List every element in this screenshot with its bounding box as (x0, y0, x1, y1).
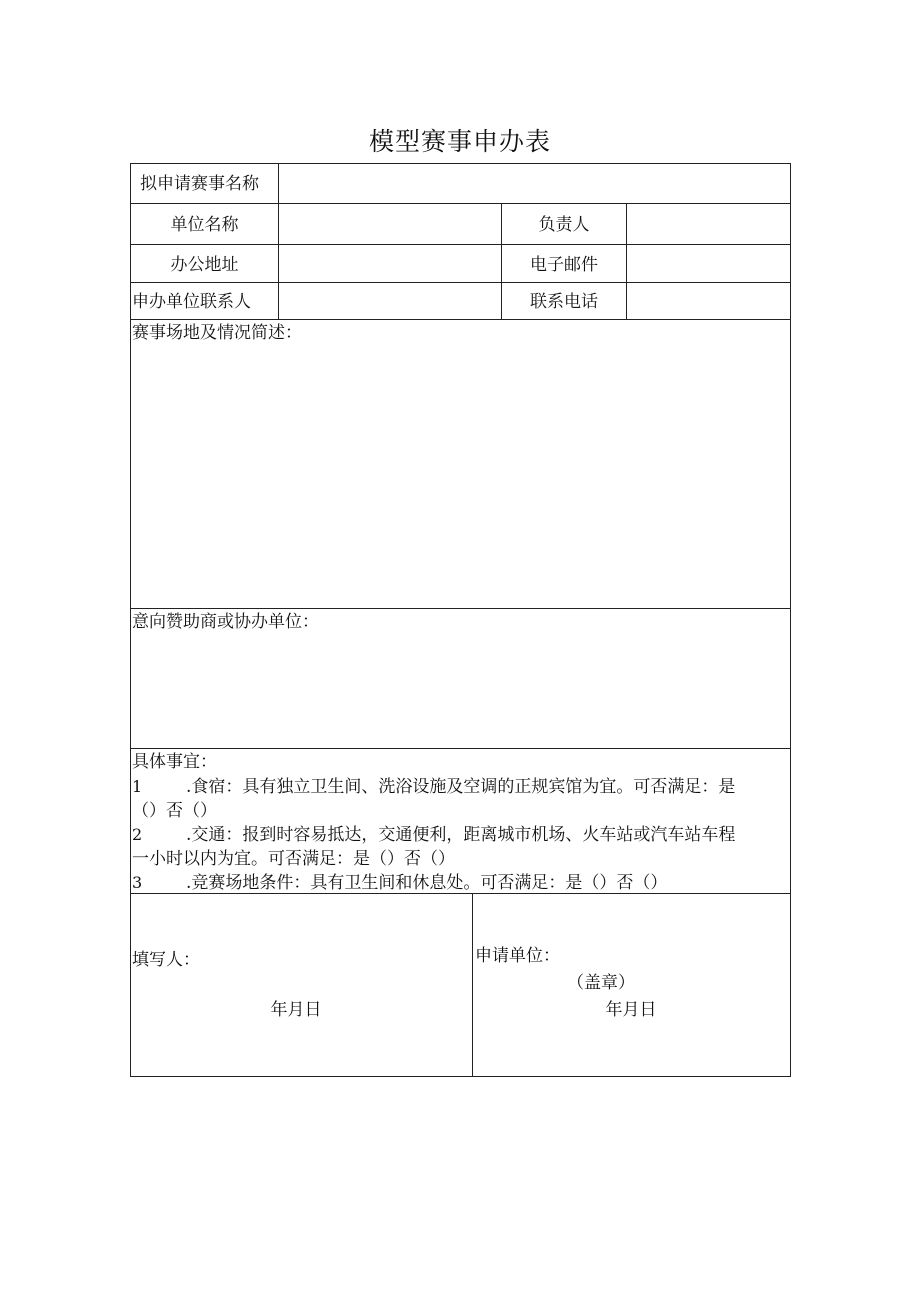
unit-name-label: 单位名称 (170, 215, 239, 235)
email-field[interactable] (627, 245, 790, 282)
detail-item-number: 3 (132, 873, 143, 892)
filler-label: 填写人： (132, 950, 200, 970)
row-divider (131, 319, 790, 320)
contact-person-label: 申办单位联系人 (132, 292, 251, 312)
office-address-label: 办公地址 (170, 255, 239, 275)
detail-item-line: 一小时以内为宜。可否满足：是（）否（） (132, 849, 455, 869)
contact-person-field[interactable] (279, 283, 501, 319)
event-name-label: 拟申请赛事名称 (140, 174, 259, 194)
filler-date: 年月日 (270, 1000, 322, 1020)
details-heading: 具体事宜： (132, 752, 217, 772)
applicant-date: 年月日 (605, 1000, 657, 1020)
seal-label: （盖章） (567, 973, 635, 993)
application-form (130, 163, 791, 1077)
row-divider (131, 608, 790, 609)
detail-item-line: .竞赛场地条件：具有卫生间和休息处。可否满足：是（）否（） (186, 873, 668, 893)
detail-item-number: 2 (132, 825, 143, 844)
detail-item-line: （）否（） (132, 801, 217, 821)
person-in-charge-label: 负责人 (538, 215, 590, 235)
venue-description-field[interactable] (131, 344, 790, 608)
office-address-field[interactable] (279, 245, 501, 282)
sponsor-field[interactable] (131, 634, 790, 748)
applicant-label: 申请单位： (475, 946, 560, 966)
email-label: 电子邮件 (530, 255, 598, 275)
row-divider (131, 748, 790, 749)
phone-label: 联系电话 (530, 292, 598, 312)
detail-item-line: .食宿：具有独立卫生间、洗浴设施及空调的正规宾馆为宜。可否满足：是 (186, 777, 736, 797)
phone-field[interactable] (627, 283, 790, 319)
unit-name-field[interactable] (279, 204, 501, 244)
event-name-field[interactable] (279, 164, 790, 203)
person-in-charge-field[interactable] (627, 204, 790, 244)
applicant-signature-field[interactable] (473, 894, 790, 1076)
venue-description-label: 赛事场地及情况简述： (132, 323, 302, 343)
detail-item-number: 1 (132, 777, 143, 796)
filler-signature-field[interactable] (131, 894, 472, 1076)
form-title: 模型赛事申办表 (368, 127, 551, 156)
sponsor-label: 意向赞助商或协办单位： (132, 612, 319, 632)
detail-item-line: .交通：报到时容易抵达，交通便利，距离城市机场、火车站或汽车站车程 (186, 825, 736, 845)
